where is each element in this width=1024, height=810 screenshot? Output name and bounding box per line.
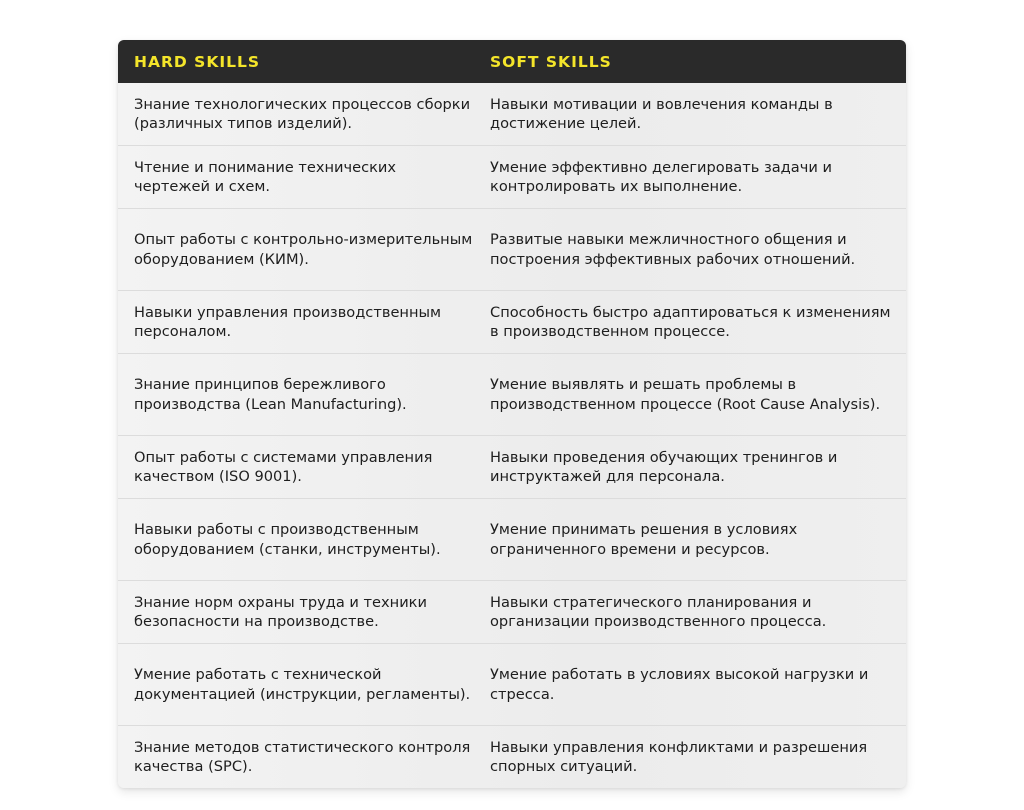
soft-skill-cell: Умение эффективно делегировать задачи и контролировать их выполнение. [490,158,832,195]
header-soft-skills: SOFT SKILLS [490,52,612,71]
hard-skill-cell: Навыки работы с производственным оборудованием (станки, инструменты). [134,521,441,558]
soft-skill-cell: Умение выявлять и решать проблемы в производственном процессе (Root Cause Analysis). [490,376,881,413]
table-row [118,354,906,436]
soft-skill-cell: Развитые навыки межличностного общения и построения эффективных рабочих отношений. [490,231,856,268]
hard-skill-cell: Опыт работы с контрольно-измерительным оборудованием (КИМ). [134,231,473,268]
table-row [118,499,906,581]
soft-skill-cell: Навыки управления конфликтами и разрешения спорных ситуаций. [490,738,868,775]
soft-skill-cell: Навыки стратегического планирования и организации производственного процесса. [490,593,827,630]
hard-skill-cell: Знание норм охраны труда и техники безопасности на производстве. [134,593,427,630]
table-row [118,644,906,726]
hard-skill-cell: Навыки управления производственным персоналом. [134,303,442,340]
soft-skill-cell: Навыки проведения обучающих тренингов и инструктажей для персонала. [490,448,838,485]
table-row [118,83,906,146]
table-row [118,581,906,644]
hard-skill-cell: Знание принципов бережливого производства (Lean Manufacturing). [134,376,407,413]
table-row [118,726,906,788]
table-header [118,40,906,83]
soft-skill-cell: Способность быстро адаптироваться к изменениям в производственном процессе. [490,303,891,340]
header-hard-skills: HARD SKILLS [134,52,261,71]
hard-skill-cell: Опыт работы с системами управления качеством (ISO 9001). [134,448,433,485]
hard-skill-cell: Знание технологических процессов сборки (различных типов изделий). [134,95,471,132]
table-row [118,436,906,499]
table-row [118,209,906,291]
soft-skill-cell: Навыки мотивации и вовлечения команды в достижение целей. [490,95,833,132]
hard-skill-cell: Знание методов статистического контроля качества (SPC). [134,738,471,775]
soft-skill-cell: Умение принимать решения в условиях ограниченного времени и ресурсов. [490,521,798,558]
skills-table [118,40,906,788]
hard-skill-cell: Чтение и понимание технических чертежей и схем. [134,158,397,195]
hard-skill-cell: Умение работать с технической документацией (инструкции, регламенты). [134,666,471,703]
table-row [118,146,906,209]
soft-skill-cell: Умение работать в условиях высокой нагрузки и стресса. [490,666,869,703]
table-row [118,291,906,354]
